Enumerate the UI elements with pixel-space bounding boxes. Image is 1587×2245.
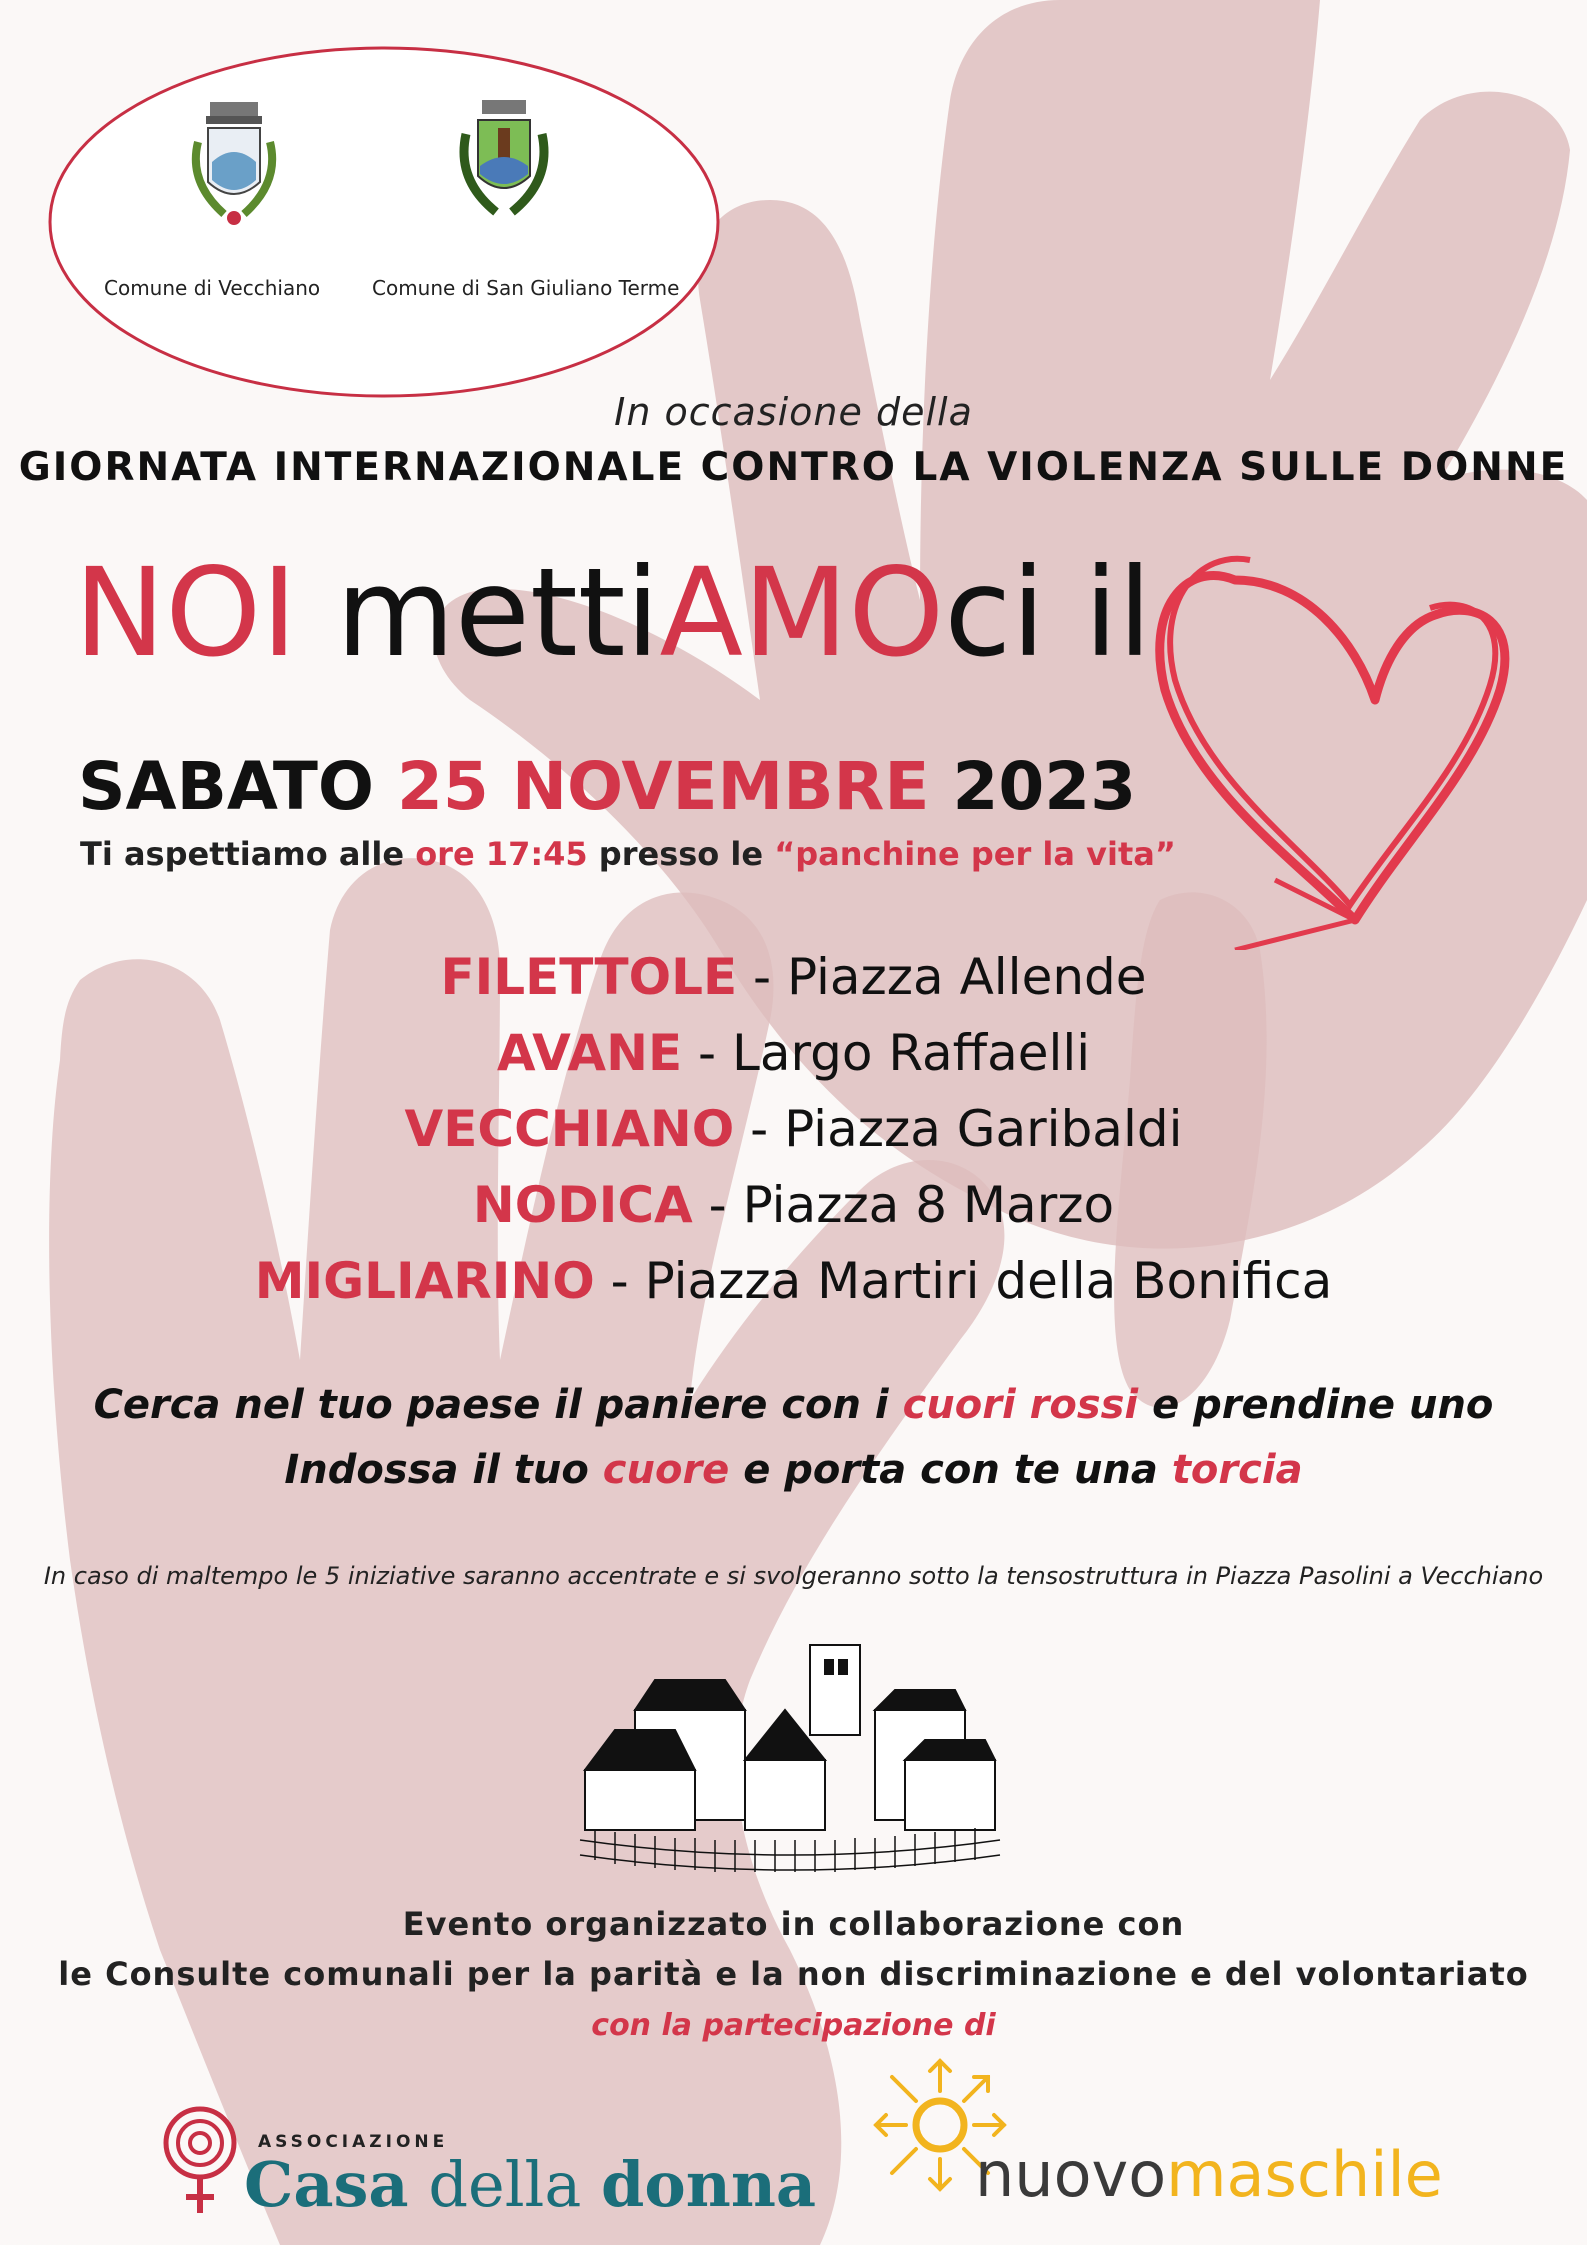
location-row [0,1100,1587,1158]
location-place: Largo Raffaelli [731,1024,1091,1082]
crest-caption-vecchiano: Comune di Vecchiano [104,276,321,300]
indossa-b: e porta con te una [729,1447,1172,1493]
indossa-a: Indossa il tuo [284,1447,603,1493]
subline-b: presso le [587,835,775,873]
headline-metti: metti [297,542,660,684]
date-date: 25 NOVEMBRE [397,748,930,825]
location-row [0,1176,1587,1234]
location-separator: - [594,1252,645,1310]
cerca-b: e prendine uno [1138,1382,1494,1428]
location-town: FILETTOLE [440,948,738,1006]
location-town: VECCHIANO [404,1100,735,1158]
location-town: MIGLIARINO [254,1252,595,1310]
della-word: della [408,2148,602,2221]
time-line [80,835,1176,873]
crest-caption-san-giuliano: Comune di San Giuliano Terme [372,276,680,300]
village-illustration-icon [575,1640,1005,1880]
event-date [78,748,1136,825]
casa-della-donna-wordmark [244,2148,816,2221]
headline-ci-il: ci il [944,542,1152,684]
nuovomaschile-wordmark [975,2138,1443,2211]
collab-line-2: le Consulte comunali per la parità e la non discriminazione e del volontariato [58,1955,1529,1993]
collab-line-1: Evento organizzato in collaborazione con [402,1905,1185,1943]
location-separator: - [734,1100,785,1158]
subline-a: Ti aspettiamo alle [80,835,416,873]
location-town: NODICA [472,1176,693,1234]
location-place: Piazza 8 Marzo [742,1176,1115,1234]
location-place: Piazza Garibaldi [784,1100,1183,1158]
comuni-logo-oval [44,42,724,402]
casa-word: Casa [244,2148,409,2221]
indossa-line [0,1447,1587,1493]
heart-icon [1125,520,1525,950]
location-separator: - [682,1024,732,1082]
casa-small-label: ASSOCIAZIONE [258,2132,449,2152]
location-place: Piazza Martiri della Bonifica [644,1252,1333,1310]
location-place: Piazza Allende [786,948,1147,1006]
nuovo-word: nuovo [975,2138,1167,2211]
cerca-line [0,1382,1587,1428]
maltempo-note: In caso di maltempo le 5 iniziative saranno accentrate e si svolgeranno sotto la tensostruttura in Piazza Pasolini a Vecchiano [43,1562,1544,1590]
giornata-title: GIORNATA INTERNAZIONALE CONTRO LA VIOLENZA SULLE DONNE [18,445,1569,490]
date-year: 2023 [952,748,1137,825]
location-separator: - [737,948,787,1006]
maschile-word: maschile [1166,2138,1443,2211]
location-town: AVANE [496,1024,683,1082]
partecipazione-text: con la partecipazione di [591,2008,996,2043]
indossa-red1: cuore [602,1447,730,1493]
location-row [0,1252,1587,1310]
indossa-red2: torcia [1171,1447,1303,1493]
cerca-red: cuori rossi [902,1382,1139,1428]
location-separator: - [692,1176,743,1234]
intro-text: In occasione della [614,390,973,434]
cerca-a: Cerca nel tuo paese il paniere con i [93,1382,903,1428]
location-row [0,948,1587,1006]
location-row [0,1024,1587,1082]
headline [74,542,1152,684]
donna-word: donna [601,2148,817,2221]
casa-della-donna-icon [160,2105,240,2215]
subline-time: ore 17:45 [415,835,588,873]
headline-noi: NOI [74,542,298,684]
subline-place: “panchine per la vita” [774,835,1176,873]
headline-amo: AMO [659,542,945,684]
date-day: SABATO [78,748,375,825]
